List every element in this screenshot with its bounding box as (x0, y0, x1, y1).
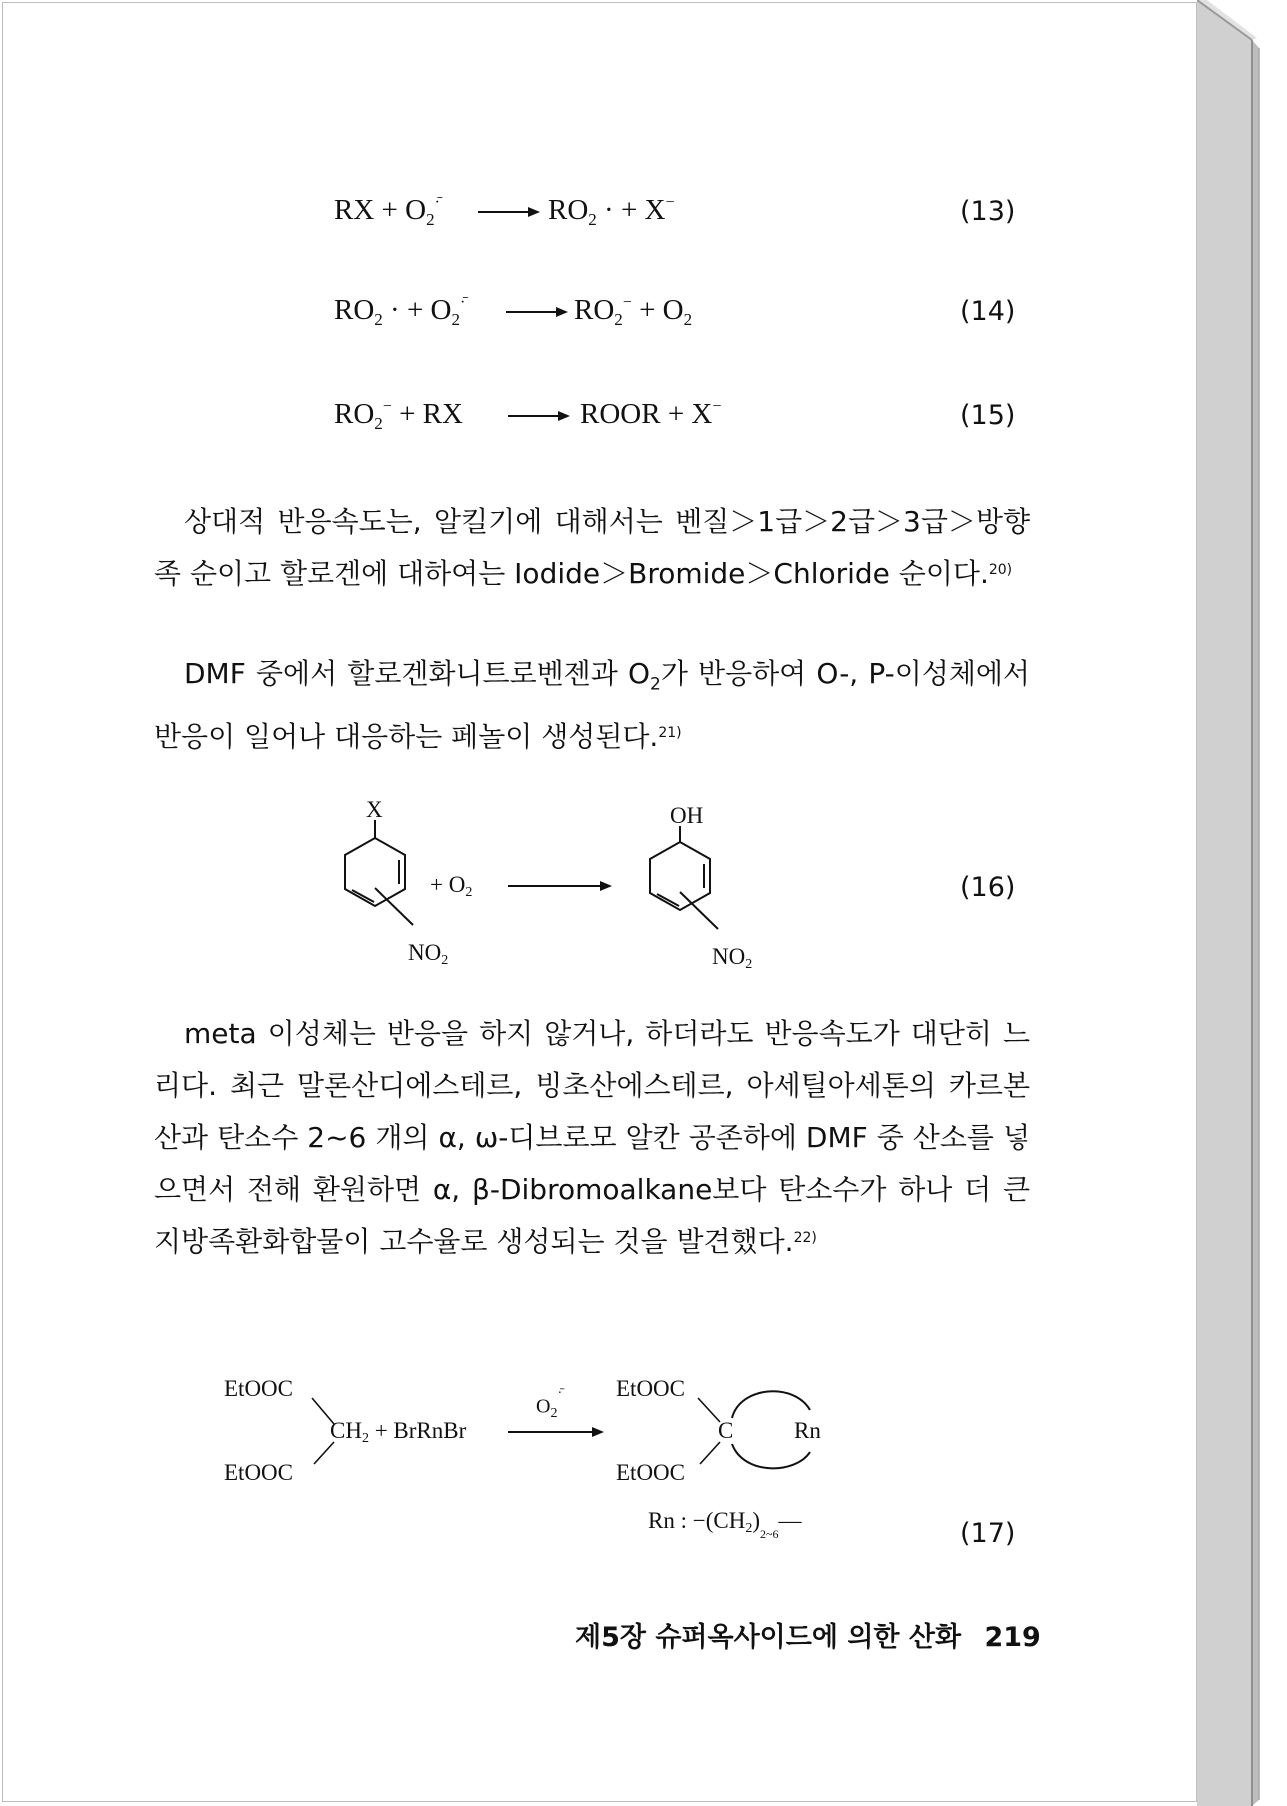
page-number: 219 (984, 1622, 1041, 1653)
reactant-benzene-ring (345, 820, 413, 925)
equation-13-lhs: RX + $O_2^{\cdot̄}$ (334, 194, 440, 229)
quaternary-carbon: C (718, 1418, 734, 1443)
equation-15-rhs: ROOR + X− (580, 398, 722, 430)
methylene-plus-dibromide: $CH_2$ + BrRnBr (330, 1418, 467, 1446)
chapter-title: 제5장 슈퍼옥사이드에 의한 산화 (575, 1622, 962, 1653)
paragraph-relative-rates: 상대적 반응속도는, 알킬기에 대해서는 벤질＞1급＞2급＞3급＞방향족 순이고 할로겐에 대하여는 Iodide＞Bromide＞Chloride 순이다.$^{20)}$ (154, 505, 1030, 590)
equation-number-17: (17) (960, 1518, 1016, 1549)
paragraph-halonitrobenzene: DMF 중에서 할로겐화니트로벤젠과 $O_2$가 반응하여 O-, P-이성체에서 반응이 일어나 대응하는 페놀이 생성된다.$^{21)}$ (154, 657, 1030, 753)
equation-number-14: (14) (960, 296, 1016, 327)
ester-bottom: EtOOC (224, 1460, 293, 1485)
equation-16-structure (330, 790, 770, 980)
equation-number-16: (16) (960, 872, 1016, 903)
reactant-nitro-group: $NO_2$ (408, 940, 449, 968)
ester-top: EtOOC (224, 1376, 293, 1401)
product-ester-bottom: EtOOC (616, 1460, 685, 1485)
equation-13-rhs: $RO_2$ · + X− (548, 194, 675, 229)
equation-14-lhs: $RO_2$ · + $O_2^{\cdot̄}$ (334, 294, 466, 329)
reaction-arrow-14 (506, 304, 568, 320)
product-nitro-group: $NO_2$ (712, 944, 753, 972)
reaction-arrow-15 (508, 408, 570, 424)
equation-number-15: (15) (960, 400, 1016, 431)
page-edge-shadow (1197, 0, 1287, 1806)
product-substituent-oh: OH (670, 803, 704, 828)
ring-label-rn: Rn (794, 1418, 821, 1443)
product-benzene-ring (650, 826, 718, 929)
rn-definition: Rn : $-(CH_2)_{2\sim 6}—$ (648, 1508, 802, 1541)
arrow-label-superoxide: $O_2^{\cdot̄}$ (536, 1386, 563, 1421)
page-footer (575, 1615, 1041, 1654)
reaction-arrow-13 (478, 204, 540, 220)
equation-14-rhs: $RO_2^- + O_2$ (574, 294, 693, 329)
product-ester-top: EtOOC (616, 1376, 685, 1401)
reactant-substituent-x: X (366, 797, 383, 822)
equation-number-13: (13) (960, 196, 1016, 227)
equation-15-lhs: $RO_2^-$ + RX (334, 398, 463, 433)
reagent-oxygen: + $O_2$ (430, 872, 473, 900)
paragraph-meta-isomer: meta 이성체는 반응을 하지 않거나, 하더라도 반응속도가 대단히 느리다. 최근 말론산디에스테르, 빙초산에스테르, 아세틸아세톤의 카르본산과 탄소수 2~6 개의 α, ω-디브로모 알칸 공존하에 DMF 중 산소를 넣으면서 전해 환원하면 α, β-Dibromoalkane보다 탄소수가 하나 더 큰 지방족환화합물이 고수율로 생성되는 것을 발견했다.$^{22)}$ (154, 1017, 1030, 1258)
